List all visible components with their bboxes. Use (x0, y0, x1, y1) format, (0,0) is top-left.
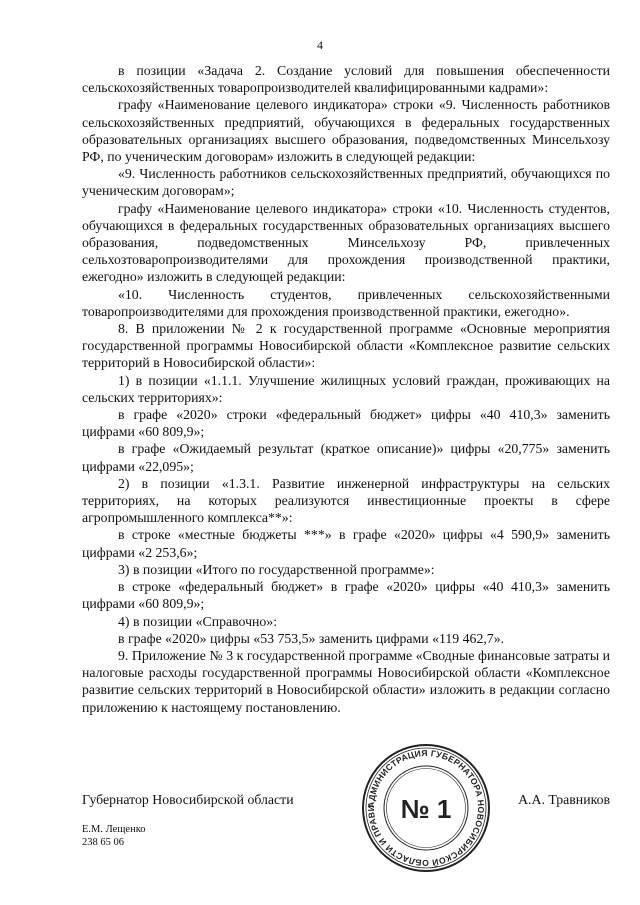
stamp-seal (360, 742, 492, 874)
page-number: 4 (317, 38, 323, 52)
executor-name: Е.М. Лещенко (82, 824, 146, 835)
paragraph: в графе «2020» строки «федеральный бюджет» цифры «40 410,3» заменить цифрами «60 809,9»; (82, 407, 610, 440)
svg-text:АДМИНИСТРАЦИЯ ГУБЕРНАТОРА НОВО: АДМИНИСТРАЦИЯ ГУБЕРНАТОРА НОВОСИБИРСКОЙ ОБЛАСТИ И ПРАВИ (365, 747, 487, 869)
paragraph: 8. В приложении № 2 к государственной программе «Основные мероприятия государственной программы Новосибирской области «Комплексное развитие сельских территорий в Новосибирской области»: (82, 321, 610, 371)
executor-phone: 238 65 06 (82, 837, 124, 848)
svg-text:№ 1: № 1 (400, 794, 452, 824)
official-stamp (360, 742, 492, 874)
paragraph: в графе «2020» цифры «53 753,5» заменить цифрами «119 462,7». (118, 630, 505, 646)
paragraph: 9. Приложение № 3 к государственной программе «Сводные финансовые затраты и налоговые расходы государственной программы Новосибирской области «Комплексное развитие сельских территорий в Новосибирской области» изложить в редакции согласно приложению к настоящему постановлению. (82, 647, 610, 715)
paragraph: 3) в позиции «Итого по государственной программе»: (118, 561, 435, 577)
document-body (82, 62, 610, 716)
paragraph: «10. Численность студентов, привлеченных сельскохозяйственными товаропроизводителями для прохождения производственной практики, ежегодно». (82, 286, 610, 319)
paragraph: в строке «местные бюджеты ***» в графе «2020» цифры «4 590,9» заменить цифрами «2 253,6»; (82, 527, 610, 560)
signer-name: А.А. Травников (518, 792, 610, 807)
paragraph: графу «Наименование целевого индикатора» строки «10. Численность студентов, обучающихся в федеральных государственных образовательных организациях высшего образования, подведомственных Минсельхозу РФ, привлеченных сельхозтоваропроизводителями для прохождения производственной практики, ежегодно» изложить в следующей редакции: (82, 200, 610, 285)
signer-position: Губернатор Новосибирской области (82, 792, 294, 807)
paragraph: «9. Численность работников сельскохозяйственных предприятий, обучающихся по ученическим договорам»; (82, 166, 610, 199)
paragraph: в позиции «Задача 2. Создание условий для повышения обеспеченности сельскохозяйственных товаропроизводителей квалифицированными кадрами»: (82, 63, 610, 96)
paragraph: в графе «Ожидаемый результат (краткое описание)» цифры «20,775» заменить цифрами «22,095»; (82, 441, 610, 474)
executor-info (82, 823, 146, 849)
paragraph: 2) в позиции «1.3.1. Развитие инженерной инфраструктуры на сельских территориях, на которых реализуются инвестиционные проекты в сфере агропромышленного комплекса**»: (82, 475, 610, 526)
paragraph: 1) в позиции «1.1.1. Улучшение жилищных условий граждан, проживающих на сельских территориях»: (82, 372, 610, 405)
paragraph: графу «Наименование целевого индикатора» строки «9. Численность работников сельскохозяйственных предприятий, обучающихся в федеральных государственных образовательных организациях высшего образования, подведомственных Минсельхозу РФ, по ученическим договорам» изложить в следующей редакции: (82, 97, 610, 165)
paragraph: 4) в позиции «Справочно»: (118, 613, 278, 629)
paragraph: в строке «федеральный бюджет» в графе «2020» цифры «40 410,3» заменить цифрами «60 809,9»; (82, 579, 610, 612)
